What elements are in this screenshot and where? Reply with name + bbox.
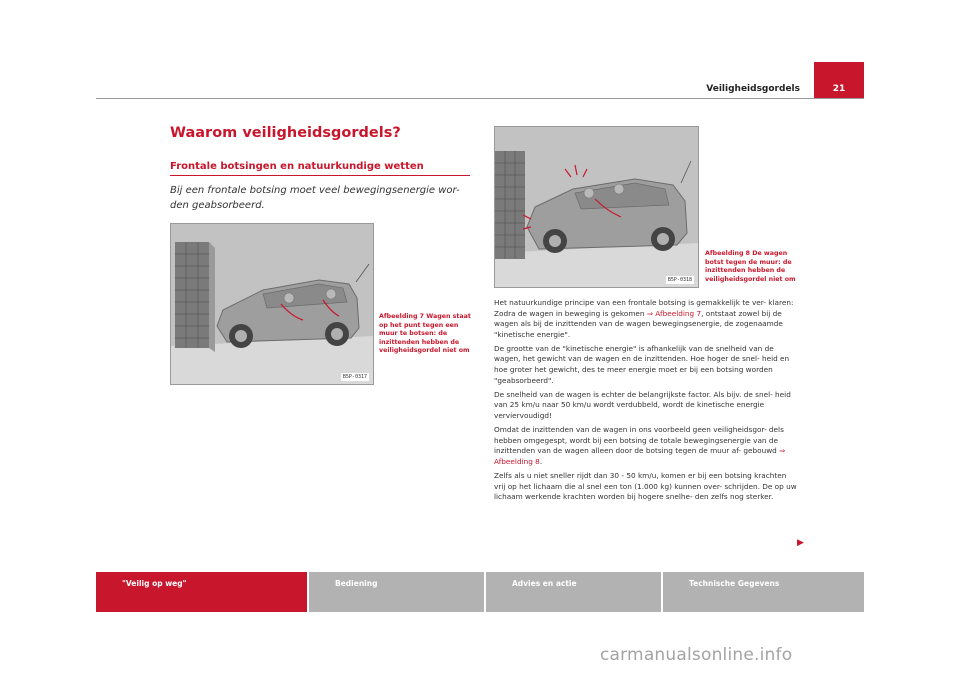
- tab-advies-en-actie[interactable]: Advies en actie: [486, 572, 661, 612]
- figure-7-caption: Afbeelding 7 Wagen staat op het punt tegen een muur te botsen: de inzittenden hebben de veiligheidsgordel niet om: [379, 313, 471, 355]
- figure-8-car-impact: [494, 126, 699, 288]
- header-divider: [96, 98, 864, 99]
- page-number: 21: [832, 84, 846, 94]
- watermark: carmanualsonline.info: [600, 645, 793, 665]
- figure-7-link[interactable]: ⇒ Afbeelding 7: [646, 308, 702, 318]
- tab-bediening[interactable]: Bediening: [309, 572, 484, 612]
- figure-code: B5P-0317: [342, 374, 367, 380]
- paragraph: Zelfs als u niet sneller rijdt dan 30 - 50 km/u, komen er bij een botsing krachten vrij op het lichaam die al snel een ton (1.000 kg) kunnen over- schrijden. De op uw lichaam werkende krachten worden bij hogere snelhe- den zelfs nog sterker.: [494, 470, 797, 502]
- paragraph: [494, 425, 800, 467]
- car-illustration-fig7: [171, 224, 373, 384]
- figure-7-car-before-impact: [170, 223, 374, 385]
- paragraph-text: .: [539, 456, 543, 466]
- subtitle-divider: [170, 175, 470, 176]
- figure-8-link[interactable]: ⇒ Afbeelding 8: [494, 446, 786, 466]
- figure-code: B5P-0318: [667, 277, 692, 283]
- section-subtitle: Frontale botsingen en natuurkundige wetten: [170, 161, 424, 172]
- continue-arrow-icon: ▶: [797, 538, 804, 548]
- tab-veilig-op-weg[interactable]: "Veilig op weg": [96, 572, 307, 612]
- figure-8-caption: Afbeelding 8 De wagen botst tegen de muur: de inzittenden hebben de veiligheidsgordel niet om: [705, 250, 796, 283]
- page-title: Waarom veiligheidsgordels?: [170, 125, 401, 141]
- tab-technische-gegevens[interactable]: Technische Gegevens: [663, 572, 864, 612]
- paragraph: De snelheid van de wagen is echter de belangrijkste factor. Als bijv. de snel- heid van 25 km/u naar 50 km/u wordt verdubbeld, wordt de kinetische energie verviervoudigd!: [494, 389, 791, 420]
- paragraph-text: Omdat de inzittenden van de wagen in ons voorbeeld geen veiligheidsgor- dels hebben omgegespt, wordt bij een botsing de totale bewegingsenergie van de inzittenden van de wagen alleen door de botsing tegen de muur af- gebouwd: [494, 425, 784, 456]
- body-text: [494, 298, 800, 506]
- paragraph-text: , ontstaat zowel bij de wagen als bij de inzittenden van de wagen bewegingsenergie, de zogenaamde "kinetische energie".: [494, 308, 783, 339]
- paragraph-text: Het natuurkundige principe van een frontale botsing is gemakkelijk te ver- klaren: Zodra de wagen in beweging is gekomen: [494, 298, 794, 318]
- paragraph: De grootte van de "kinetische energie" is afhankelijk van de snelheid van de wagen, het gewicht van de wagen en de inzittenden. Hoe hoger de snel- heid en hoe groter het gewicht, des te meer energie moet er bij een botsing worden "geabsorbeerd".: [494, 343, 790, 385]
- car-illustration-fig8: [495, 127, 698, 287]
- intro-text: Bij een frontale botsing moet veel bewegingsenergie wor- den geabsorbeerd.: [170, 185, 460, 211]
- paragraph: [494, 298, 800, 340]
- running-header: Veiligheidsgordels: [706, 84, 800, 94]
